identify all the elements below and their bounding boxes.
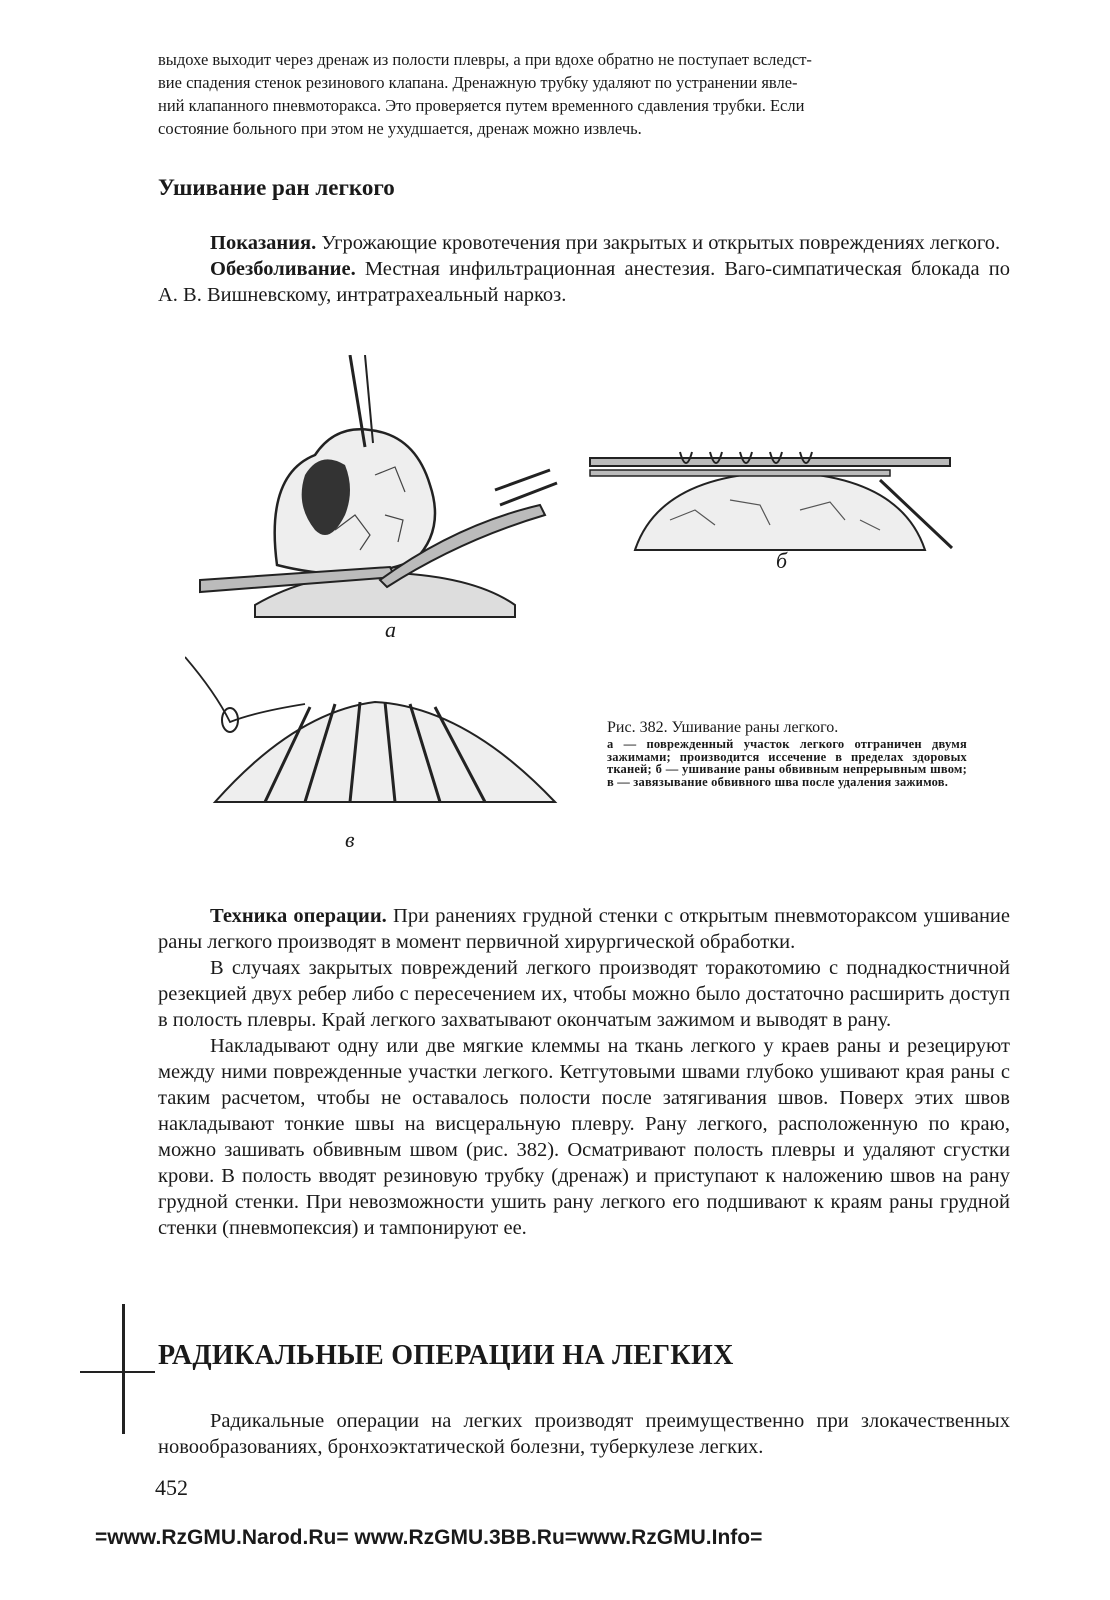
figure-caption [607,718,967,788]
figure-a-illustration [195,355,565,650]
clamps-paragraph: Накладывают одну или две мягкие клеммы на ткань легкого у краев раны и резецируют между ними поврежденные участки легкого. Кетгутовыми швами глубоко ушивают края раны с таким расчетом, чтобы не оставалось полости после затягивания швов. Поверх этих швов накладывают тонкие швы на висцеральную плевру. Рану легкого, расположенную по краю, можно зашивать обвивным швом (рис. 382). Осматривают полость плевры и удаляют сгустки крови. В полость вводят резиновую трубку (дренаж) и приступают к наложению швов на рану грудной стенки. При невозможности ушить рану легкого его подшивают к краям раны грудной стенки (пневмопексия) и тампонируют ее. [158,1035,1010,1239]
figure-c-drawing [185,652,565,822]
figure-b-illustration [580,440,960,590]
chapter-title: РАДИКАЛЬНЫЕ ОПЕРАЦИИ НА ЛЕГКИХ [158,1340,734,1371]
figure-b-drawing [580,440,960,590]
radical-paragraph: Радикальные операции на легких производят преимущественно при злокачественных новообразованиях, бронхоэктатической болезни, туберкулезе легких. [158,1410,1010,1458]
caption-title: Рис. 382. Ушивание раны легкого. [607,719,839,736]
technique-block [158,903,1010,1241]
figure-a-drawing [195,355,565,650]
caption-text: а — поврежденный участок легкого отграничен двумя зажимами; производится иссечение в пределах здоровых тканей; б — ушивание раны обвивным непрерывным швом; в — завязывание обвивного шва после удаления зажимов. [607,737,967,789]
intro-line: ний клапанного пневмоторакса. Это проверяется путем временного сдавления трубки. Если [158,96,805,115]
page-number: 452 [155,1475,188,1500]
intro-line: выдохе выходит через дренаж из полости плевры, а при вдохе обратно не поступает вследст- [158,50,812,69]
radical-block [158,1408,1010,1460]
intro-line: состояние больного при этом не ухудшается, дренаж можно извлечь. [158,119,642,138]
closed-injury-paragraph: В случаях закрытых повреждений легкого производят торакотомию с поднадкостничной резекцией двух ребер либо с пересечением их, чтобы можно было достаточно расширить доступ в полость плевры. Край легкого захватывают окончатым зажимом и выводят в рану. [158,957,1010,1031]
margin-mark-vertical [122,1304,125,1434]
intro-line: вие спадения стенок резинового клапана. Дренажную трубку удаляют по устранении явле- [158,73,798,92]
indications-block [158,230,1010,308]
figure-c-letter: в [345,827,355,852]
figure-a-letter: а [385,617,396,642]
technique-text: При ранениях грудной стенки с открытым пневмотораксом ушивание раны легкого производят в момент первичной хирургической обработки. [158,905,1011,953]
section-title: Ушивание ран легкого [158,175,395,200]
footer-watermark: =www.RzGMU.Narod.Ru= www.RzGMU.3BB.Ru=www.RzGMU.Info= [95,1526,763,1549]
anesthesia-label: Обезболивание. [210,258,356,280]
technique-paragraph [158,903,1010,955]
figure-b-letter: б [776,548,788,573]
anesthesia-paragraph [158,256,1010,308]
margin-mark-horizontal [80,1371,155,1373]
anesthesia-text: Местная инфильтрационная анестезия. Ваго-симпатическая блокада по А. В. Вишневскому, интратрахеальный наркоз. [158,258,1010,306]
indications-paragraph [158,230,1010,256]
intro-paragraph [158,48,1010,140]
indications-text: Угрожающие кровотечения при закрытых и открытых повреждениях легкого. [316,232,1001,254]
indications-label: Показания. [210,232,317,254]
figure-c-illustration [185,652,565,862]
technique-label: Техника операции. [210,905,387,927]
